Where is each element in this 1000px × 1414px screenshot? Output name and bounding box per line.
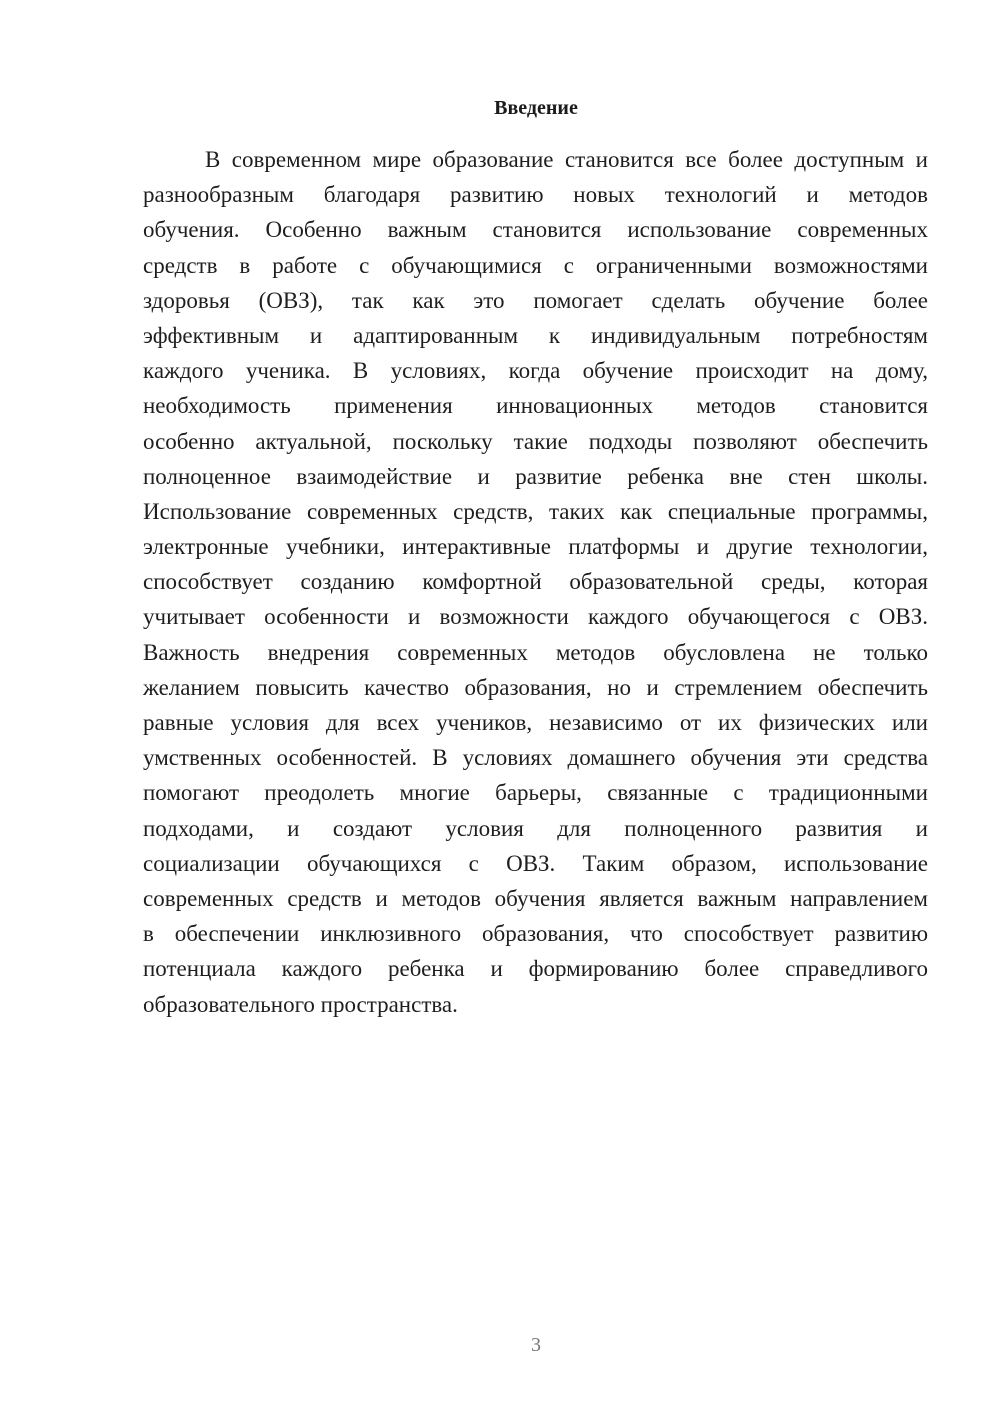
section-heading: Введение — [494, 97, 578, 119]
paragraph-line: здоровья (ОВЗ), так как это помогает сделать обучение более — [143, 287, 928, 313]
paragraph-line: В современном мире образование становится все более доступным и — [205, 147, 928, 172]
paragraph-line: Важность внедрения современных методов обусловлена не только — [143, 639, 928, 665]
paragraph-line: в обеспечении инклюзивного образования, что способствует развитию — [143, 921, 928, 947]
paragraph-line: образовательного пространства. — [143, 991, 458, 1017]
paragraph-line: каждого ученика. В условиях, когда обучение происходит на дому, — [143, 358, 928, 384]
paragraph-line: Использование современных средств, таких как специальные программы, — [143, 498, 928, 524]
paragraph-line: способствует созданию комфортной образовательной среды, которая — [143, 569, 928, 595]
paragraph-line: эффективным и адаптированным к индивидуальным потребностям — [143, 322, 928, 348]
paragraph-line: потенциала каждого ребенка и формированию более справедливого — [143, 956, 928, 982]
paragraph-line: желанием повысить качество образования, но и стремлением обеспечить — [143, 674, 928, 700]
page-number: 3 — [531, 1334, 541, 1356]
paragraph-line: необходимость применения инновационных методов становится — [143, 393, 928, 419]
paragraph-line: разнообразным благодаря развитию новых технологий и методов — [143, 182, 928, 208]
paragraph-line: современных средств и методов обучения является важным направлением — [143, 885, 928, 911]
paragraph-line: учитывает особенности и возможности каждого обучающегося с ОВЗ. — [143, 604, 928, 630]
paragraph-line: особенно актуальной, поскольку такие подходы позволяют обеспечить — [143, 428, 928, 454]
body-paragraph — [143, 142, 928, 1022]
paragraph-line: социализации обучающихся с ОВЗ. Таким образом, использование — [143, 850, 928, 876]
paragraph-line: равные условия для всех учеников, независимо от их физических или — [143, 710, 928, 735]
paragraph-line: электронные учебники, интерактивные платформы и другие технологии, — [143, 534, 928, 560]
paragraph-line: обучения. Особенно важным становится использование современных — [143, 217, 928, 243]
paragraph-line: подходами, и создают условия для полноценного развития и — [143, 815, 928, 841]
paragraph-line: полноценное взаимодействие и развитие ребенка вне стен школы. — [143, 463, 928, 489]
paragraph-line: помогают преодолеть многие барьеры, связанные с традиционными — [143, 780, 928, 806]
paragraph-line: средств в работе с обучающимися с ограниченными возможностями — [143, 252, 928, 278]
paragraph-line: умственных особенностей. В условиях домашнего обучения эти средства — [143, 745, 928, 771]
